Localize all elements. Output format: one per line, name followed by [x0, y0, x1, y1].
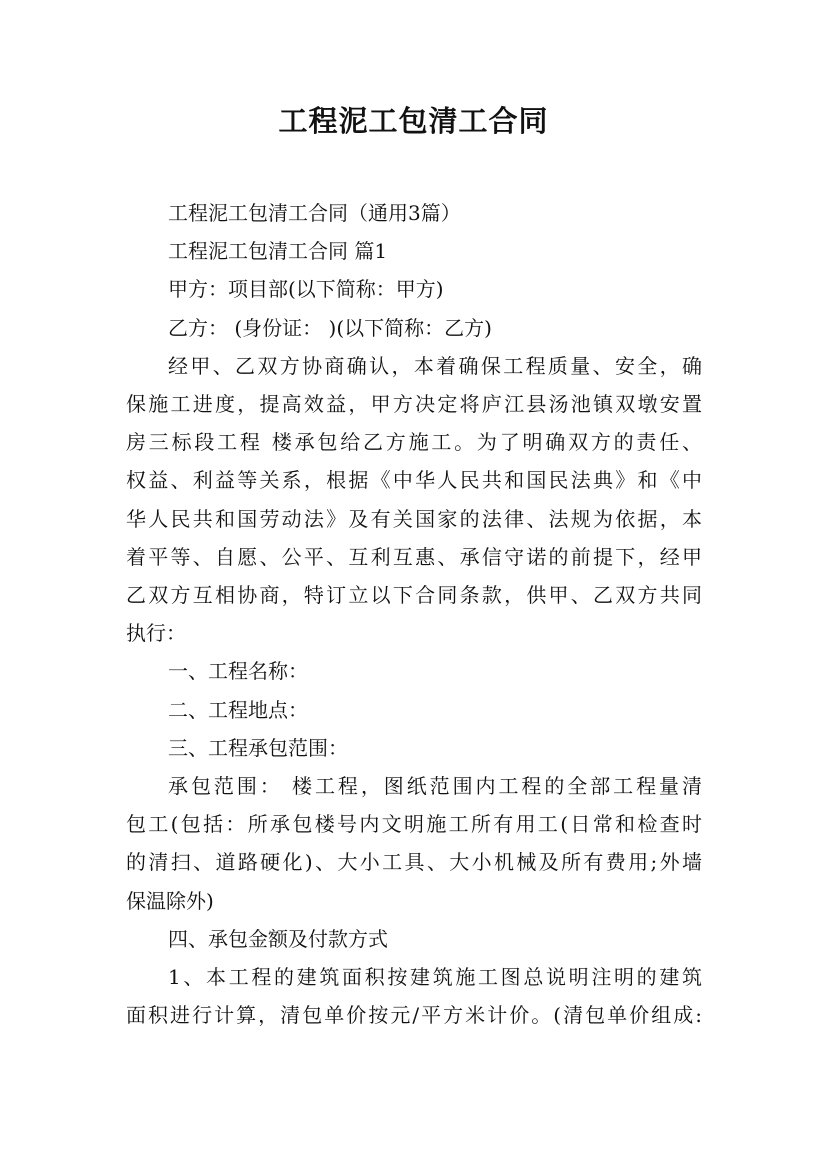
text-line: 承包范围： 楼工程，图纸范围内工程的全部工程量清	[168, 774, 702, 799]
text-line: 权益、利益等关系，根据《中华人民共和国民法典》和《中	[126, 468, 702, 493]
text-line: 着平等、自愿、公平、互利互惠、承信守诺的前提下，经甲	[126, 544, 702, 569]
text-line: 包工(包括：所承包楼号内文明施工所有用工(日常和检查时	[126, 812, 702, 837]
text-line: 执行：	[126, 621, 186, 646]
paragraph-clause-1	[126, 958, 702, 1034]
paragraph-scope	[126, 767, 702, 920]
text-line: 经甲、乙双方协商确认，本着确保工程质量、安全，确	[168, 353, 702, 378]
paragraph-section-title	[126, 232, 702, 270]
text-line: 工程泥工包清工合同 篇1	[168, 239, 388, 264]
text-line: 1、本工程的建筑面积按建筑施工图总说明注明的建筑	[168, 965, 702, 990]
paragraph-preamble	[126, 347, 702, 653]
document-body	[126, 194, 702, 1034]
list-item	[126, 691, 702, 729]
text-line: 华人民共和国劳动法》及有关国家的法律、法规为依据，本	[126, 506, 702, 531]
text-line: 甲方：项目部(以下简称：甲方)	[168, 277, 444, 302]
text-line: 保施工进度，提高效益，甲方决定将庐江县汤池镇双墩安置	[126, 392, 702, 417]
list-item	[126, 729, 702, 767]
text-line: 二、工程地点：	[168, 697, 308, 722]
paragraph-heading	[126, 194, 702, 232]
text-line: 乙方： (身份证： )(以下简称：乙方)	[168, 315, 492, 340]
paragraph-party-a	[126, 270, 702, 308]
text-line: 房三标段工程 楼承包给乙方施工。为了明确双方的责任、	[126, 430, 702, 455]
text-line: 一、工程名称：	[168, 659, 308, 684]
document-title: 工程泥工包清工合同	[278, 104, 549, 138]
text-line: 保温除外)	[126, 888, 214, 913]
text-line: 三、工程承包范围：	[168, 735, 348, 760]
text-line: 的清扫、道路硬化)、大小工具、大小机械及所有费用;外墙	[126, 850, 702, 875]
text-line: 工程泥工包清工合同（通用3篇）	[168, 201, 461, 225]
text-line: 四、承包金额及付款方式	[168, 926, 388, 951]
list-item	[126, 920, 702, 958]
text-line: 面积进行计算，清包单价按元/平方米计价。(清包单价组成:	[126, 1003, 702, 1028]
text-line: 乙双方互相协商，特订立以下合同条款，供甲、乙双方共同	[126, 583, 702, 608]
paragraph-party-b	[126, 309, 702, 347]
list-item	[126, 652, 702, 690]
